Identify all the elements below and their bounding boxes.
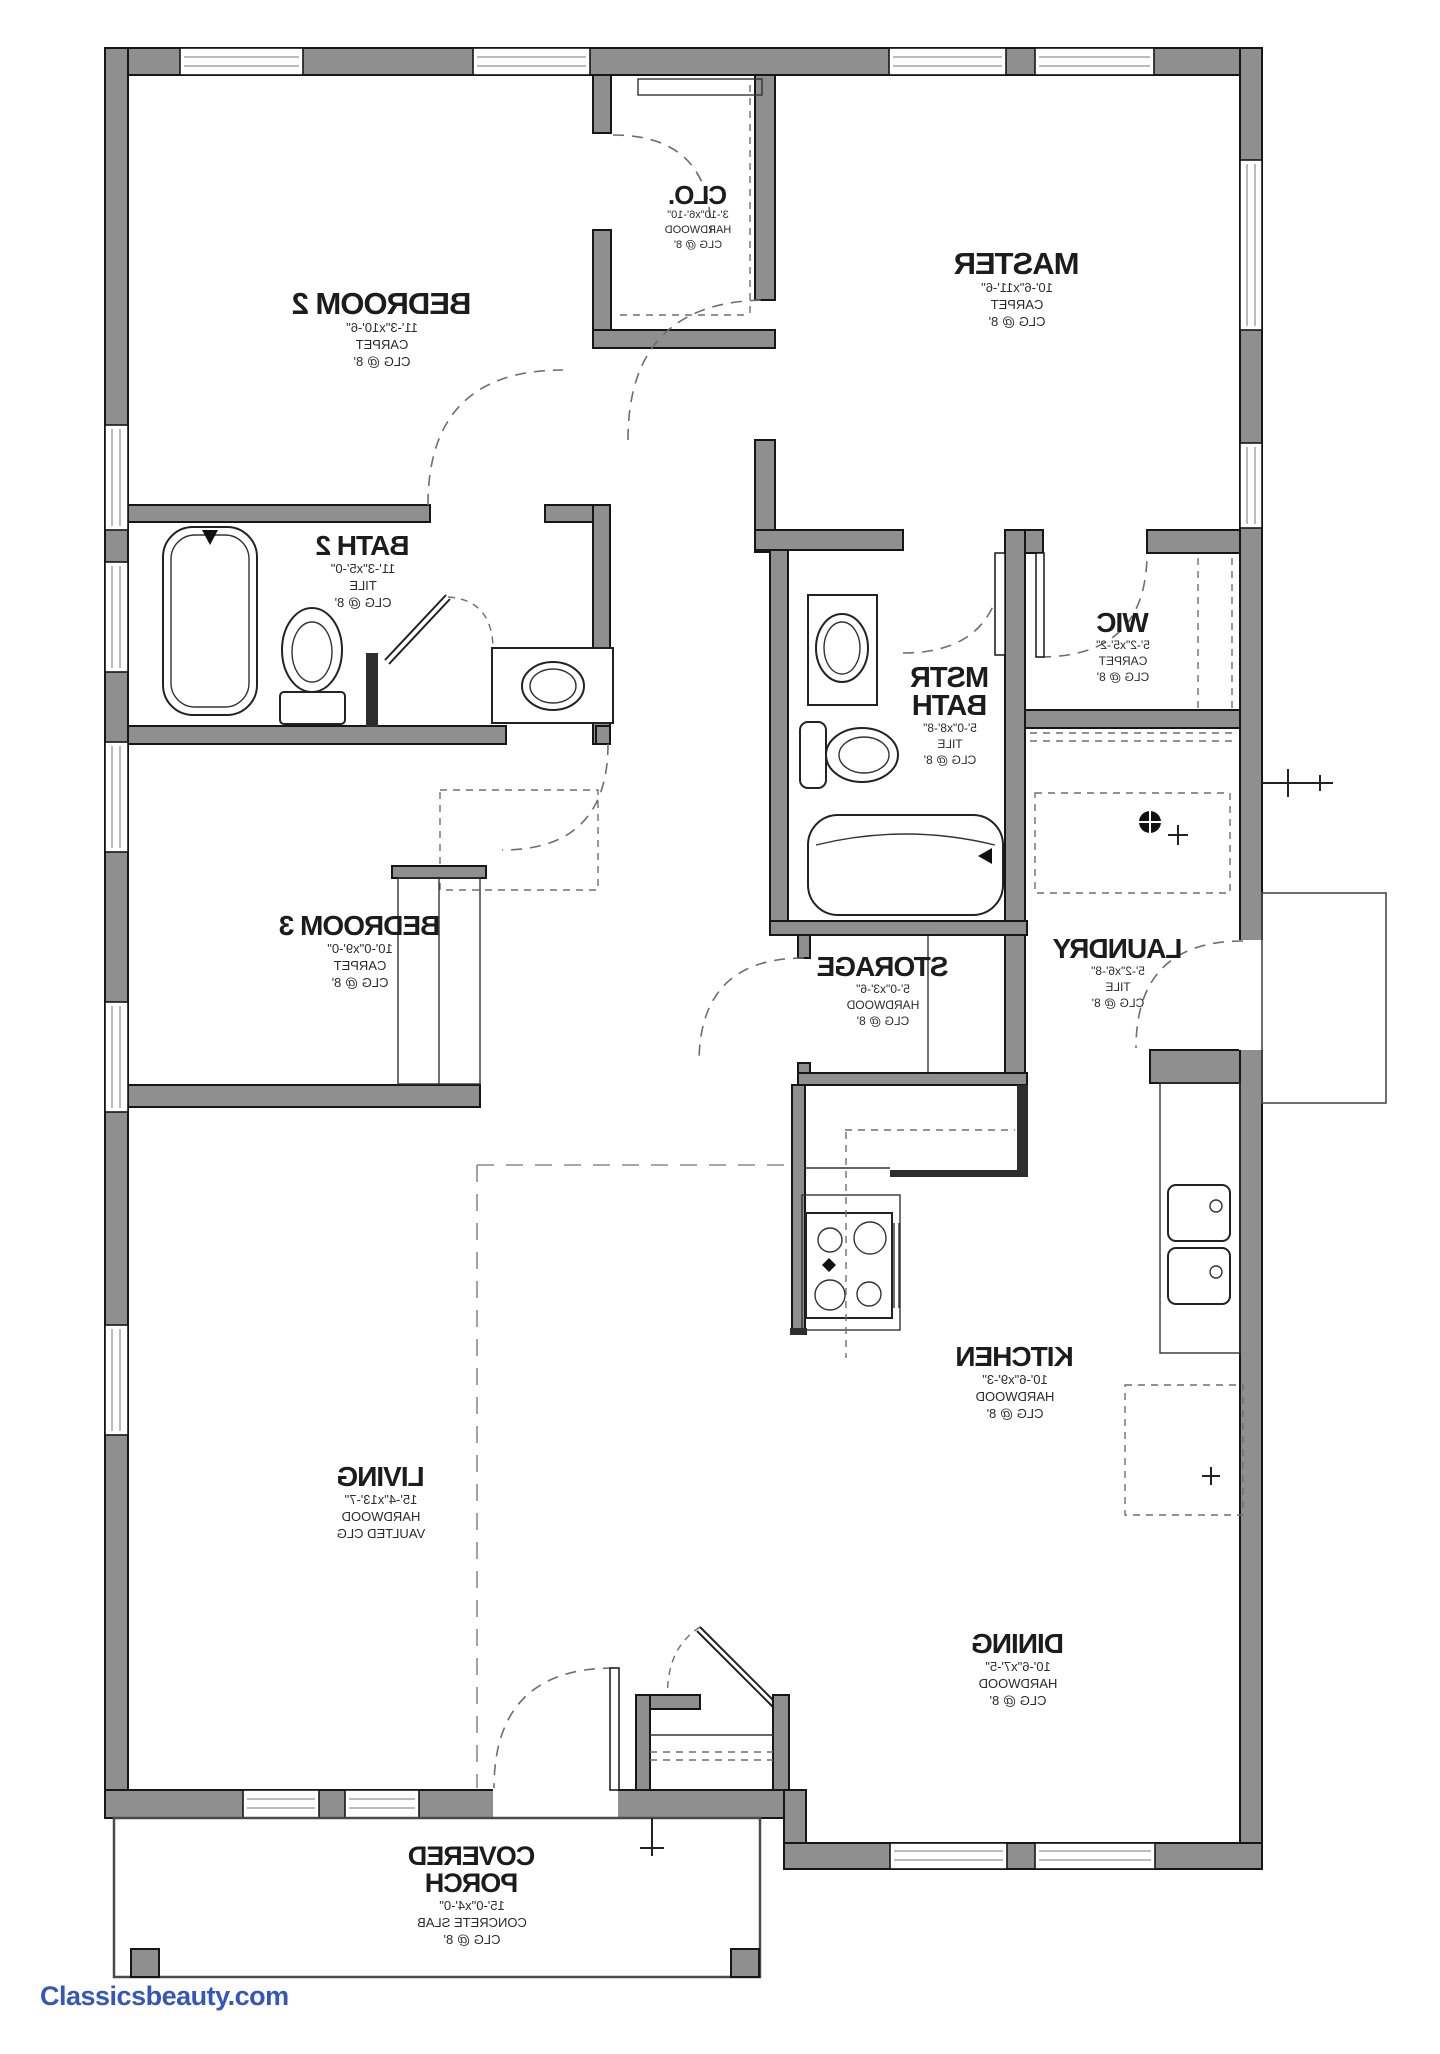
room-label-living	[337, 1463, 425, 1542]
room-floor: HARDWOOD	[846, 998, 920, 1012]
room-floor: TILE	[1105, 980, 1131, 994]
room-label-clo	[665, 182, 732, 253]
room-floor: HARDWOOD	[664, 224, 732, 236]
room-name: MSTR BATH	[910, 662, 990, 722]
room-ceiling: CLG @ 8'	[334, 595, 392, 610]
room-dims: 5'-2"x5'-2"	[1096, 638, 1150, 652]
room-floor: HARDWOOD	[341, 1509, 421, 1524]
room-floor: CONCRETE SLAB	[417, 1915, 527, 1930]
room-name: LIVING	[337, 1461, 425, 1492]
room-ceiling: CLG @ 8'	[353, 354, 411, 369]
room-label-storage	[818, 953, 949, 1029]
room-dims: 11'-3"x5'-0"	[330, 561, 396, 576]
room-dims: 5'-0"x8'-8"	[923, 721, 977, 736]
room-label-kitchen	[956, 1343, 1073, 1422]
room-label-mstr-bath	[890, 662, 1010, 768]
room-dims: 3'-10"x6'-10"	[667, 209, 729, 221]
room-label-bedroom3	[280, 912, 441, 991]
room-name: BATH 2	[316, 530, 410, 561]
room-ceiling: CLG @ 8'	[988, 314, 1046, 329]
room-floor: CARPET	[990, 297, 1044, 312]
floor-change-lines	[477, 1165, 790, 1788]
room-label-bedroom2	[293, 288, 472, 370]
room-name: BEDROOM 3	[279, 910, 441, 941]
room-dims: 15'-0"x4'-0"	[439, 1898, 505, 1913]
room-ceiling: CLG @ 8'	[1096, 670, 1150, 684]
room-floor: TILE	[937, 737, 963, 752]
room-label-wic	[1096, 609, 1150, 685]
room-name: MASTER	[954, 246, 1080, 281]
room-ceiling: CLG @ 8'	[986, 1406, 1044, 1421]
room-ceiling: CLG @ 8'	[1091, 996, 1145, 1010]
room-ceiling: VAULTED CLG	[336, 1526, 426, 1541]
room-ceiling: CLG @ 8'	[856, 1014, 910, 1028]
room-dims: 5'-0"x3'-6"	[856, 982, 910, 996]
room-label-master	[955, 248, 1080, 330]
room-label-covered-porch	[377, 1843, 567, 1948]
room-name: WIC	[1097, 607, 1149, 638]
room-name: KITCHEN	[956, 1341, 1074, 1372]
room-name: COVERED PORCH	[408, 1841, 536, 1898]
room-dims: 10'-0"x9'-0"	[327, 941, 393, 956]
room-name: BEDROOM 2	[292, 286, 472, 321]
room-name: LAUNDRY	[1053, 933, 1183, 964]
room-ceiling: CLG @ 8'	[923, 753, 977, 768]
room-name: STORAGE	[817, 951, 949, 982]
room-dims: 10'-6"x11'-6"	[981, 280, 1053, 295]
room-ceiling: CLG @ 8'	[989, 1693, 1047, 1708]
laundry-fixtures	[1035, 793, 1230, 893]
room-dims: 5'-2"x6'-8"	[1091, 964, 1145, 978]
room-ceiling: CLG @ 8'	[443, 1932, 501, 1947]
room-dims: 11'-3"x10'-6"	[346, 320, 418, 335]
entry-closet	[636, 1695, 789, 1790]
room-floor: CARPET	[1098, 654, 1148, 668]
room-dims: 10'-6"x7'-5"	[985, 1659, 1051, 1674]
room-ceiling: CLG @ 8'	[673, 239, 723, 251]
room-label-bath2	[316, 532, 409, 611]
room-floor: TILE	[349, 578, 377, 593]
room-name: CLO.	[668, 180, 728, 210]
room-dims: 10'-6"x9'-3"	[982, 1372, 1048, 1387]
room-dims: 15'-4"x13'-7"	[344, 1492, 418, 1507]
room-label-laundry	[1054, 935, 1183, 1011]
room-floor: CARPET	[333, 958, 387, 973]
room-label-dining	[972, 1630, 1064, 1709]
room-floor: CARPET	[355, 337, 409, 352]
room-floor: HARDWOOD	[975, 1389, 1055, 1404]
room-ceiling: CLG @ 8'	[331, 975, 389, 990]
room-name: DINING	[972, 1628, 1064, 1659]
watermark-link[interactable]: Classicsbeauty.com	[40, 1981, 289, 2011]
room-floor: HARDWOOD	[978, 1676, 1058, 1691]
side-stoop-outline	[1262, 893, 1386, 1103]
